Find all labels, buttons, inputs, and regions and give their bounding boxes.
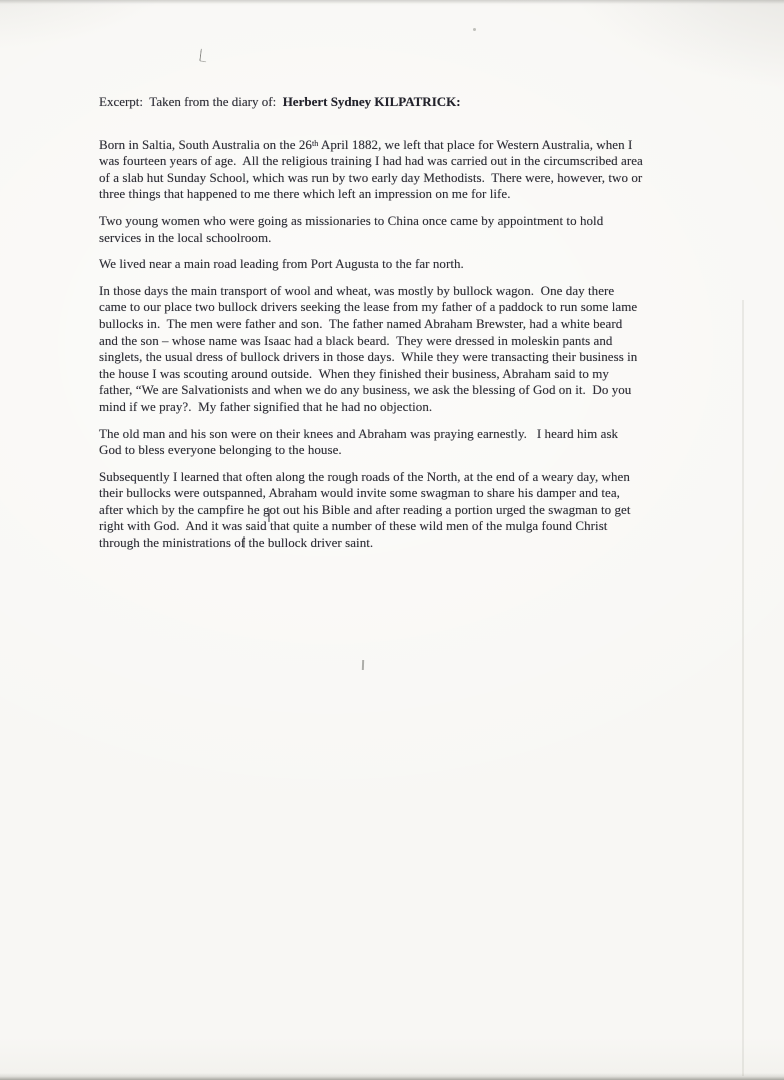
text-line: The old man and his son were on their knees and Abraham was praying earnestly. I heard him ask (99, 425, 619, 441)
text-line: Subsequently I learned that often along the rough roads of the North, at the end of a weary day, when (99, 468, 630, 484)
text-line: their bullocks were outspanned, Abraham would invite some swagman to share his damper and tea, (99, 485, 620, 501)
pencil-mark (199, 49, 208, 63)
scan-shade-top-left (0, 0, 170, 50)
text-line: of a slab hut Sunday School, which was run by two early day Methodists. There were, however, two or (99, 169, 643, 185)
text-line: In those days the main transport of wool and wheat, was mostly by bullock wagon. One day there (99, 282, 615, 298)
scan-edge-bottom (0, 1073, 784, 1080)
title-prefix: Excerpt: Taken from the diary of: (99, 94, 283, 109)
paper-speck (473, 28, 476, 31)
pen-tick (362, 660, 364, 670)
text-line: bullocks in. The men were father and son. The father named Abraham Brewster, had a white beard (99, 315, 623, 331)
paragraph-4 (99, 283, 739, 416)
text-line: singlets, the usual dress of bullock drivers in those days. While they were transacting their business in (99, 349, 638, 365)
ordinal-superscript: th (311, 138, 319, 148)
diarist-name: Herbert Sydney KILPATRICK: (282, 94, 461, 109)
text-line: We lived near a main road leading from Port Augusta to the far north. (99, 256, 464, 272)
document-body (99, 137, 739, 552)
text-line: right with God. And it was said that quite a number of these wild men of the mulga found Christ (99, 518, 608, 534)
paragraph-2 (99, 213, 739, 246)
text-line: Born in Saltia, South Australia on the 26th April 1882, we left that place for Western Australia, when I (99, 136, 633, 152)
paragraph-6 (99, 469, 739, 552)
document-content (99, 94, 739, 562)
text-line: mind if we pray?. My father signified that he had no objection. (99, 398, 433, 414)
document-title-line (99, 94, 739, 111)
text-line: services in the local schoolroom. (99, 229, 272, 245)
paragraph-3 (99, 256, 739, 273)
paragraph-1 (99, 137, 739, 203)
text-line: Two young women who were going as missionaries to China once came by appointment to hold (99, 212, 604, 228)
text-line: father, “We are Salvationists and when we do any business, we ask the blessing of God on it. Do you (99, 382, 632, 398)
scan-shade-top-right (564, 0, 784, 90)
text-line: and the son – whose name was Isaac had a black beard. They were dressed in moleskin pants and (99, 332, 613, 348)
text-line: God to bless everyone belonging to the house. (99, 442, 342, 458)
text-line: after which by the campfire he got out his Bible and after reading a portion urged the swagman to get (99, 501, 631, 517)
text-line: through the ministrations of the bullock driver saint. (99, 535, 374, 551)
paper-edge-line (742, 300, 744, 1076)
text-line: three things that happened to me there which left an impression on me for life. (99, 186, 511, 202)
paragraph-5 (99, 426, 739, 459)
scan-edge-top (0, 0, 784, 4)
text-line: was fourteen years of age. All the religious training I had had was carried out in the circumscribed area (99, 153, 643, 169)
text-line: came to our place two bullock drivers seeking the lease from my father of a paddock to run some lame (99, 299, 638, 315)
text-line: the house I was scouting around outside. When they finished their business, Abraham said to my (99, 365, 609, 381)
